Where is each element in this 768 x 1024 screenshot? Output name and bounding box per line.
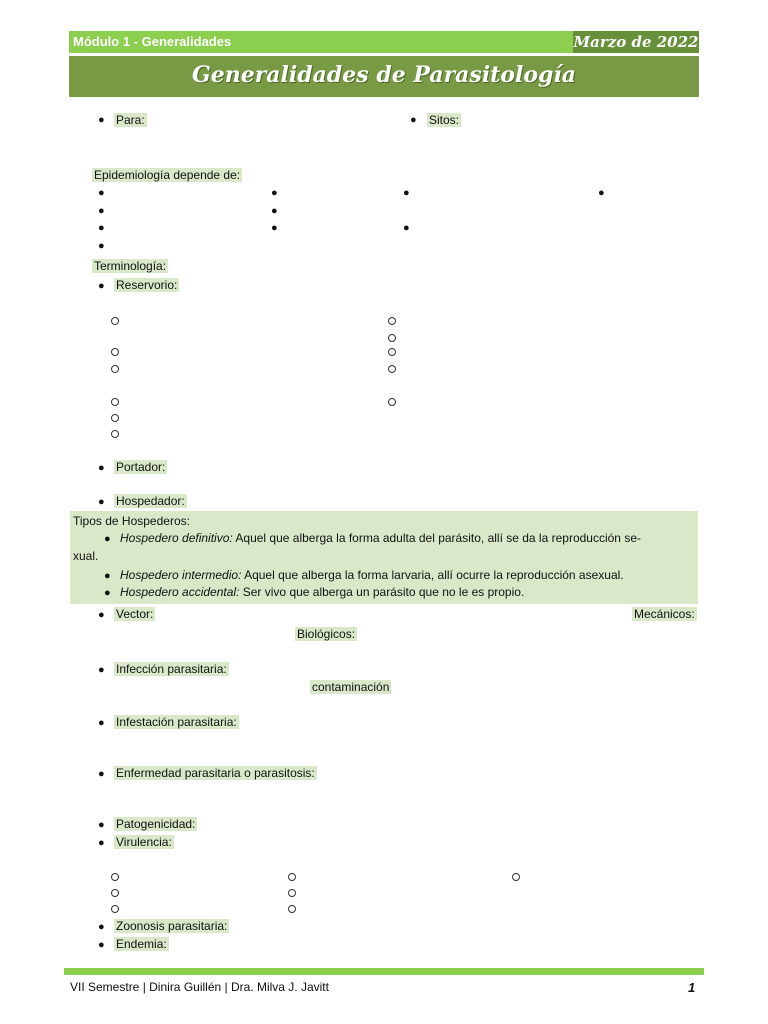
sub-bullet-icon	[111, 317, 119, 325]
bullet-icon: ●	[271, 222, 278, 234]
bullet-icon: ●	[98, 114, 105, 126]
page-number: 1	[688, 980, 696, 995]
definitivo-term: Hospedero definitivo:	[120, 531, 233, 545]
sub-bullet-icon	[388, 317, 396, 325]
bullet-icon: ●	[98, 496, 105, 508]
sub-bullet-icon	[288, 873, 296, 881]
definitivo-line	[120, 531, 641, 545]
sub-bullet-icon	[111, 414, 119, 422]
accidental-line	[120, 585, 524, 599]
footer-text: VII Semestre | Dinira Guillén | Dra. Milva J. Javitt	[70, 980, 329, 994]
sub-bullet-icon	[388, 334, 396, 342]
para-label: Para:	[116, 113, 145, 127]
bullet-icon: ●	[98, 609, 105, 621]
module-label: Módulo 1 - Generalidades	[73, 34, 232, 49]
infestacion-label: Infestación parasitaria:	[116, 715, 237, 729]
sub-bullet-icon	[288, 889, 296, 897]
bullet-icon: ●	[271, 205, 278, 217]
bullet-icon: ●	[98, 819, 105, 831]
bullet-icon: ●	[98, 837, 105, 849]
sitos-label: Sitos:	[429, 113, 460, 127]
epidemiologia-heading: Epidemiología depende de:	[94, 168, 241, 182]
accidental-term: Hospedero accidental:	[120, 585, 240, 599]
bullet-icon: ●	[271, 187, 278, 199]
hospedador-label: Hospedador:	[116, 494, 185, 508]
definitivo-text: Aquel que alberga la forma adulta del parásito, allí se da la reproducción se-	[232, 531, 641, 545]
bullet-icon: ●	[98, 240, 105, 252]
bullet-icon: ●	[403, 187, 410, 199]
sub-bullet-icon	[111, 430, 119, 438]
bullet-icon: ●	[98, 717, 105, 729]
enfermedad-label: Enfermedad parasitaria o parasitosis:	[116, 766, 315, 780]
bullet-icon: ●	[98, 462, 105, 474]
portador-label: Portador:	[116, 460, 166, 474]
bullet-icon: ●	[98, 222, 105, 234]
intermedio-text: Aquel que alberga la forma larvaria, allí ocurre la reproducción asexual.	[241, 568, 624, 582]
sub-bullet-icon	[111, 365, 119, 373]
accidental-text: Ser vivo que alberga un parásito que no le es propio.	[239, 585, 525, 599]
sub-bullet-icon	[111, 398, 119, 406]
infeccion-label: Infección parasitaria:	[116, 662, 227, 676]
bullet-icon: ●	[403, 222, 410, 234]
intermedio-term: Hospedero intermedio:	[120, 568, 242, 582]
bullet-icon: ●	[598, 187, 605, 199]
contaminacion-label: contaminación	[312, 680, 390, 694]
bullet-icon: ●	[104, 570, 111, 582]
bullet-icon: ●	[104, 587, 111, 599]
sub-bullet-icon	[111, 889, 119, 897]
bullet-icon: ●	[98, 664, 105, 676]
page-title: Generalidades de Parasitología	[191, 62, 577, 88]
vector-label: Vector:	[116, 607, 154, 621]
sub-bullet-icon	[111, 905, 119, 913]
sub-bullet-icon	[288, 905, 296, 913]
endemia-label: Endemia:	[116, 937, 167, 951]
bullet-icon: ●	[98, 187, 105, 199]
bullet-icon: ●	[98, 768, 105, 780]
patogenicidad-label: Patogenicidad:	[116, 817, 196, 831]
bullet-icon: ●	[98, 939, 105, 951]
virulencia-label: Virulencia:	[116, 835, 172, 849]
bullet-icon: ●	[98, 205, 105, 217]
sub-bullet-icon	[111, 348, 119, 356]
zoonosis-label: Zoonosis parasitaria:	[116, 919, 228, 933]
header-bar	[69, 31, 699, 53]
sub-bullet-icon	[512, 873, 520, 881]
date-label: Marzo de 2022	[573, 33, 699, 51]
reservorio-label: Reservorio:	[116, 278, 178, 292]
sub-bullet-icon	[388, 348, 396, 356]
sub-bullet-icon	[388, 365, 396, 373]
intermedio-line	[120, 568, 624, 582]
mecanicos-label: Mecánicos:	[634, 607, 695, 621]
definitivo-text-cont: xual.	[73, 549, 99, 563]
title-bar	[69, 56, 699, 97]
bullet-icon: ●	[104, 533, 111, 545]
terminologia-heading: Terminología:	[94, 259, 167, 273]
tipos-heading: Tipos de Hospederos:	[73, 514, 190, 528]
sub-bullet-icon	[388, 398, 396, 406]
sub-bullet-icon	[111, 873, 119, 881]
bullet-icon: ●	[410, 114, 417, 126]
bullet-icon: ●	[98, 280, 105, 292]
bullet-icon: ●	[98, 921, 105, 933]
biologicos-label: Biológicos:	[297, 627, 356, 641]
footer-divider	[64, 968, 704, 975]
